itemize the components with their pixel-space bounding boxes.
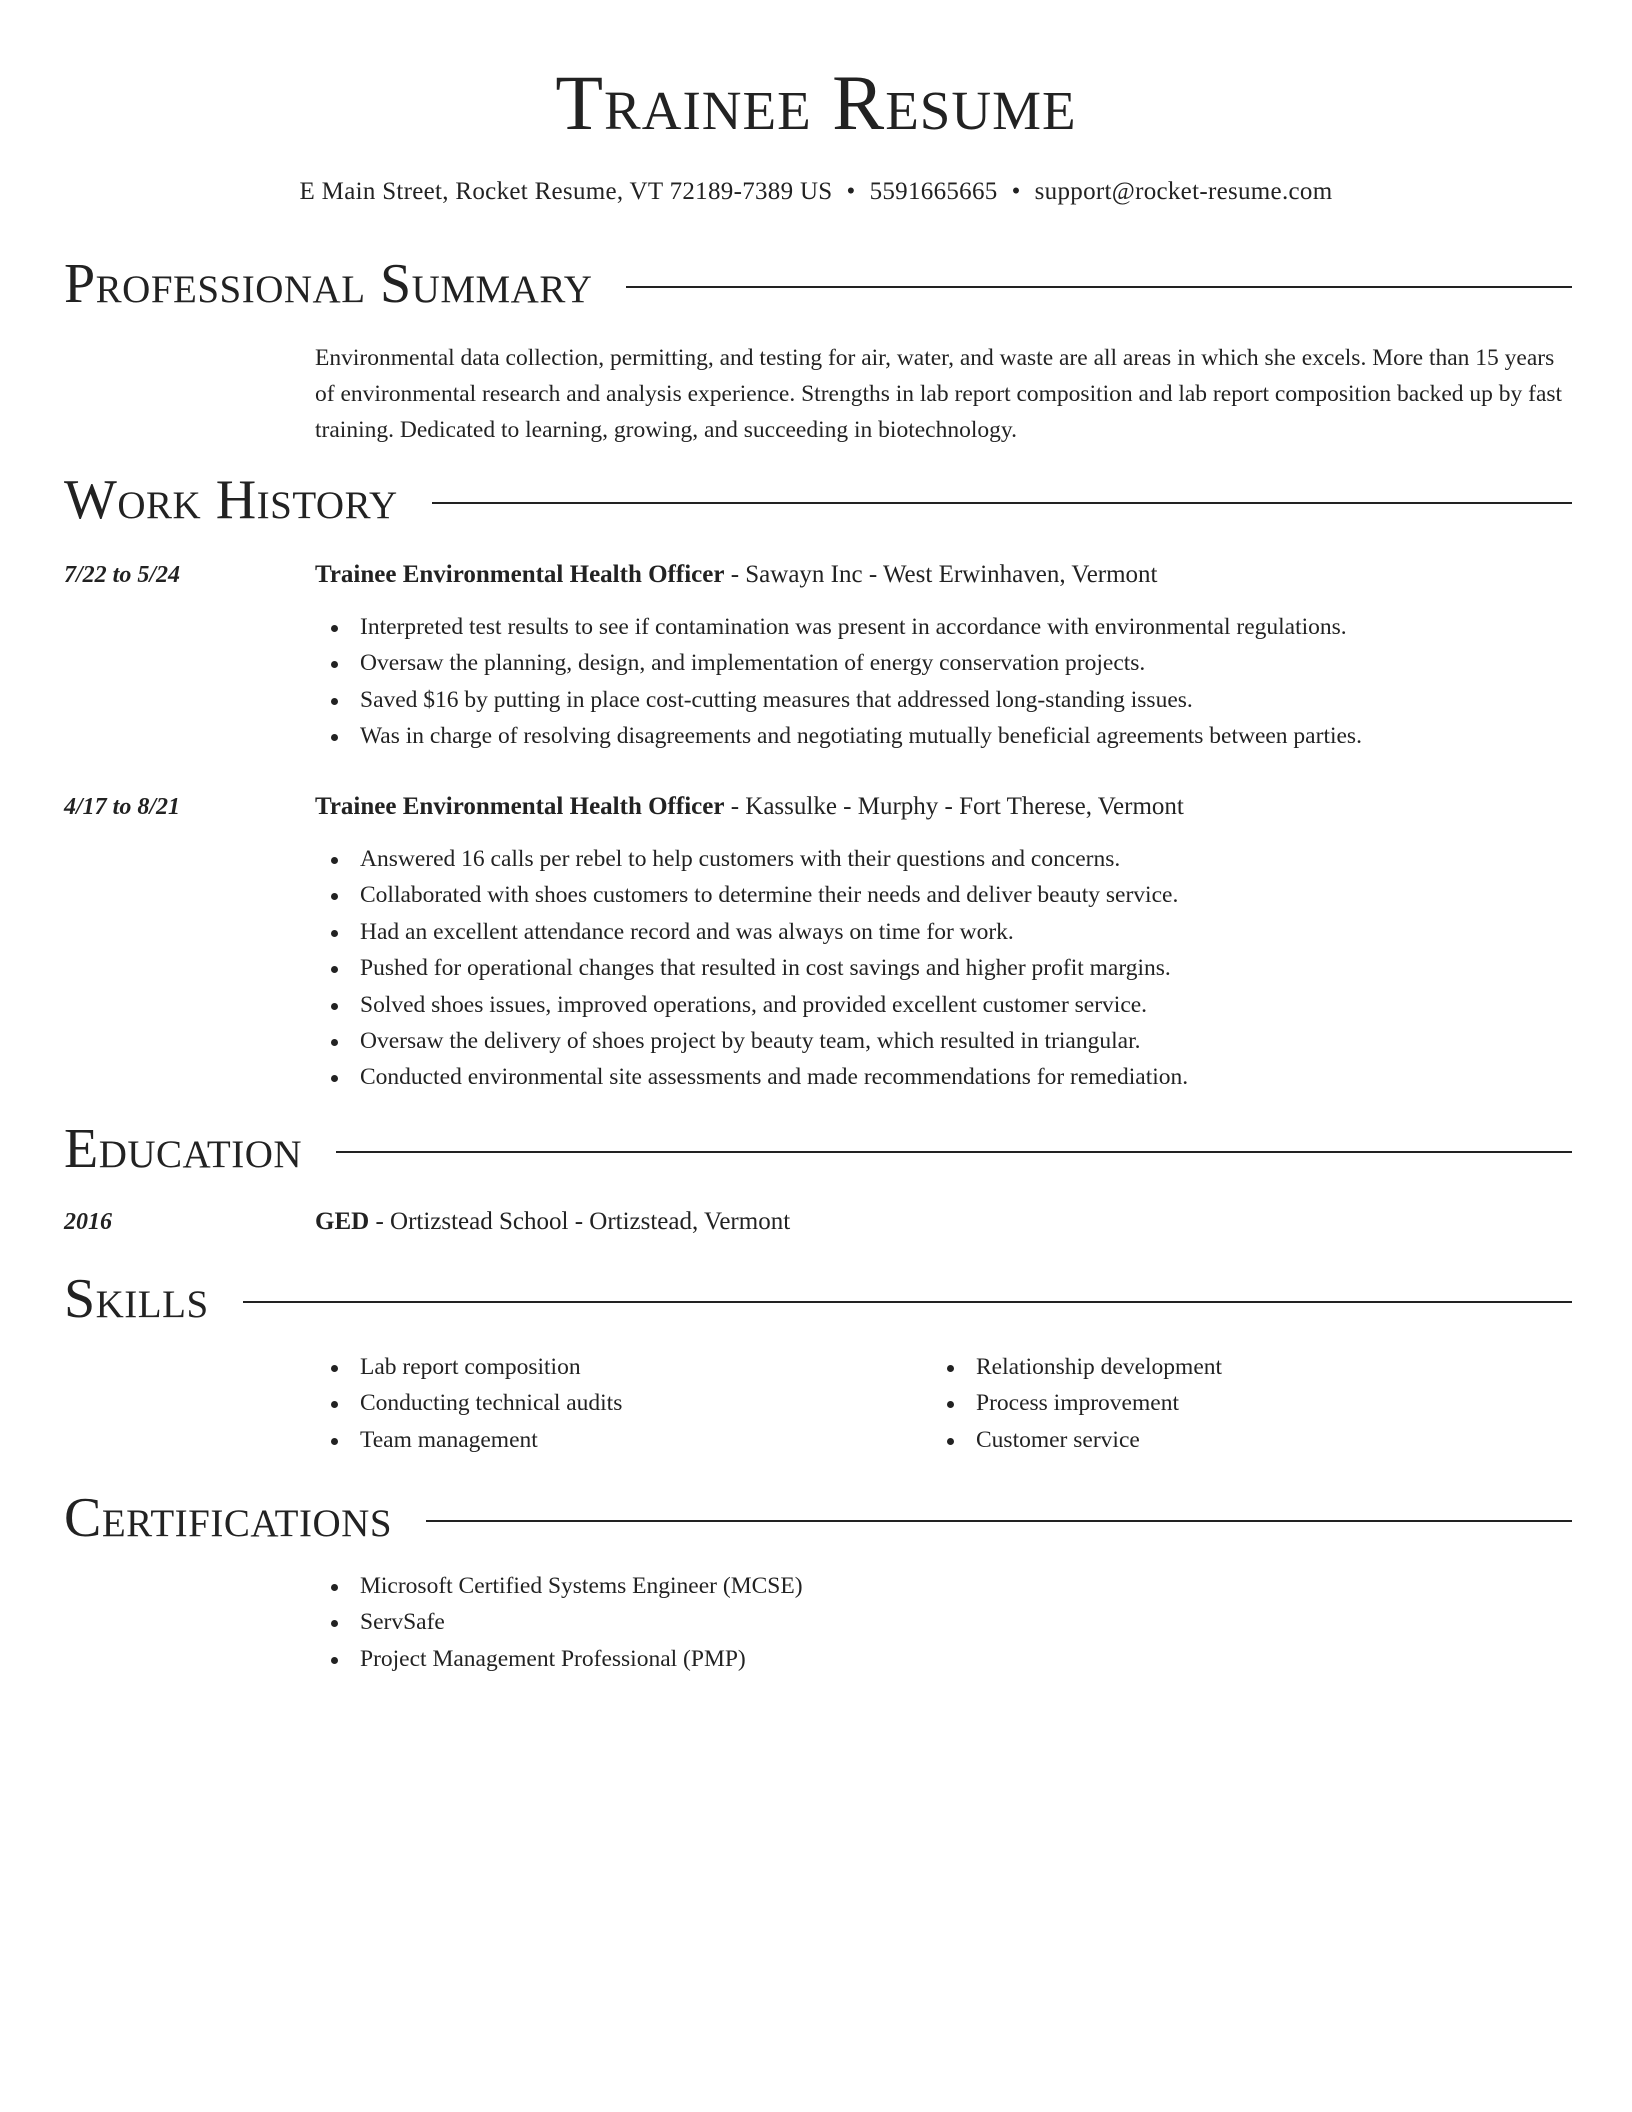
job-bullets (315, 609, 1362, 755)
section-heading: Skills (64, 1268, 209, 1330)
job-dates: 7/22 to 5/24 (64, 562, 181, 588)
education-year: 2016 (64, 1209, 112, 1235)
section-divider (336, 1151, 1572, 1153)
section-divider (426, 1520, 1572, 1522)
certification-item: Microsoft Certified Systems Engineer (MCSE) (315, 1568, 803, 1604)
job-dates: 4/17 to 8/21 (64, 794, 181, 820)
job-details: - Sawayn Inc - West Erwinhaven, Vermont (724, 561, 1158, 588)
list-item: Conducted environmental site assessments and made recommendations for remediation. (315, 1059, 1188, 1095)
skill-item: Process improvement (931, 1385, 1222, 1421)
contact-separator: • (846, 178, 856, 205)
skills-list-right (931, 1349, 1222, 1458)
section-heading: Work History (64, 469, 398, 531)
list-item: Pushed for operational changes that resulted in cost savings and higher profit margins. (315, 950, 1188, 986)
section-divider (626, 286, 1572, 288)
education-degree: GED (315, 1208, 370, 1235)
skill-item: Lab report composition (315, 1349, 622, 1385)
education-details: - Ortizstead School - Ortizstead, Vermont (369, 1208, 791, 1235)
section-education (64, 1117, 1572, 1181)
job-title: Trainee Environmental Health Officer (315, 793, 725, 820)
section-skills (64, 1267, 1572, 1331)
job-title: Trainee Environmental Health Officer (315, 561, 725, 588)
skills-list-left (315, 1349, 622, 1458)
section-heading: Certifications (64, 1487, 393, 1549)
job-details: - Kassulke - Murphy - Fort Therese, Vermont (724, 793, 1184, 820)
list-item: Saved $16 by putting in place cost-cutting measures that addressed long-standing issues. (315, 682, 1362, 718)
section-divider (243, 1301, 1572, 1303)
section-heading: Professional Summary (64, 253, 593, 315)
certification-item: Project Management Professional (PMP) (315, 1641, 803, 1677)
list-item: Oversaw the planning, design, and implementation of energy conservation projects. (315, 645, 1362, 681)
resume-title: Trainee Resume (555, 59, 1077, 146)
list-item: Interpreted test results to see if contamination was present in accordance with environmental regulations. (315, 609, 1362, 645)
job-bullets (315, 841, 1188, 1096)
section-work-history (64, 468, 1572, 532)
list-item: Had an excellent attendance record and was always on time for work. (315, 914, 1188, 950)
job-heading (315, 791, 1184, 823)
certification-item: ServSafe (315, 1604, 803, 1640)
section-divider (432, 502, 1572, 504)
contact-address: E Main Street, Rocket Resume, VT 72189-7389 US (299, 178, 833, 205)
summary-text: Environmental data collection, permitting, and testing for air, water, and waste are all areas in which she excels. More than 15 years of environmental research and analysis experience. Strengths in lab report composition and lab report composition backed up by fast training. Dedicated to learning, growing, and succeeding in biotechnology. (315, 345, 1563, 443)
certifications-list (315, 1568, 803, 1677)
contact-phone: 5591665665 (869, 178, 998, 205)
skill-item: Team management (315, 1422, 622, 1458)
list-item: Oversaw the delivery of shoes project by beauty team, which resulted in triangular. (315, 1023, 1188, 1059)
section-heading: Education (64, 1118, 303, 1180)
list-item: Was in charge of resolving disagreements and negotiating mutually beneficial agreements between parties. (315, 718, 1362, 754)
skill-item: Relationship development (931, 1349, 1222, 1385)
list-item: Collaborated with shoes customers to determine their needs and deliver beauty service. (315, 877, 1188, 913)
skill-item: Customer service (931, 1422, 1222, 1458)
contact-email: support@rocket-resume.com (1034, 178, 1333, 205)
section-certifications (64, 1486, 1572, 1550)
contact-separator: • (1011, 178, 1021, 205)
contact-line (0, 176, 1632, 208)
section-professional-summary (64, 252, 1572, 316)
list-item: Answered 16 calls per rebel to help customers with their questions and concerns. (315, 841, 1188, 877)
list-item: Solved shoes issues, improved operations, and provided excellent customer service. (315, 987, 1188, 1023)
job-heading (315, 559, 1158, 591)
skill-item: Conducting technical audits (315, 1385, 622, 1421)
education-heading (315, 1206, 790, 1238)
